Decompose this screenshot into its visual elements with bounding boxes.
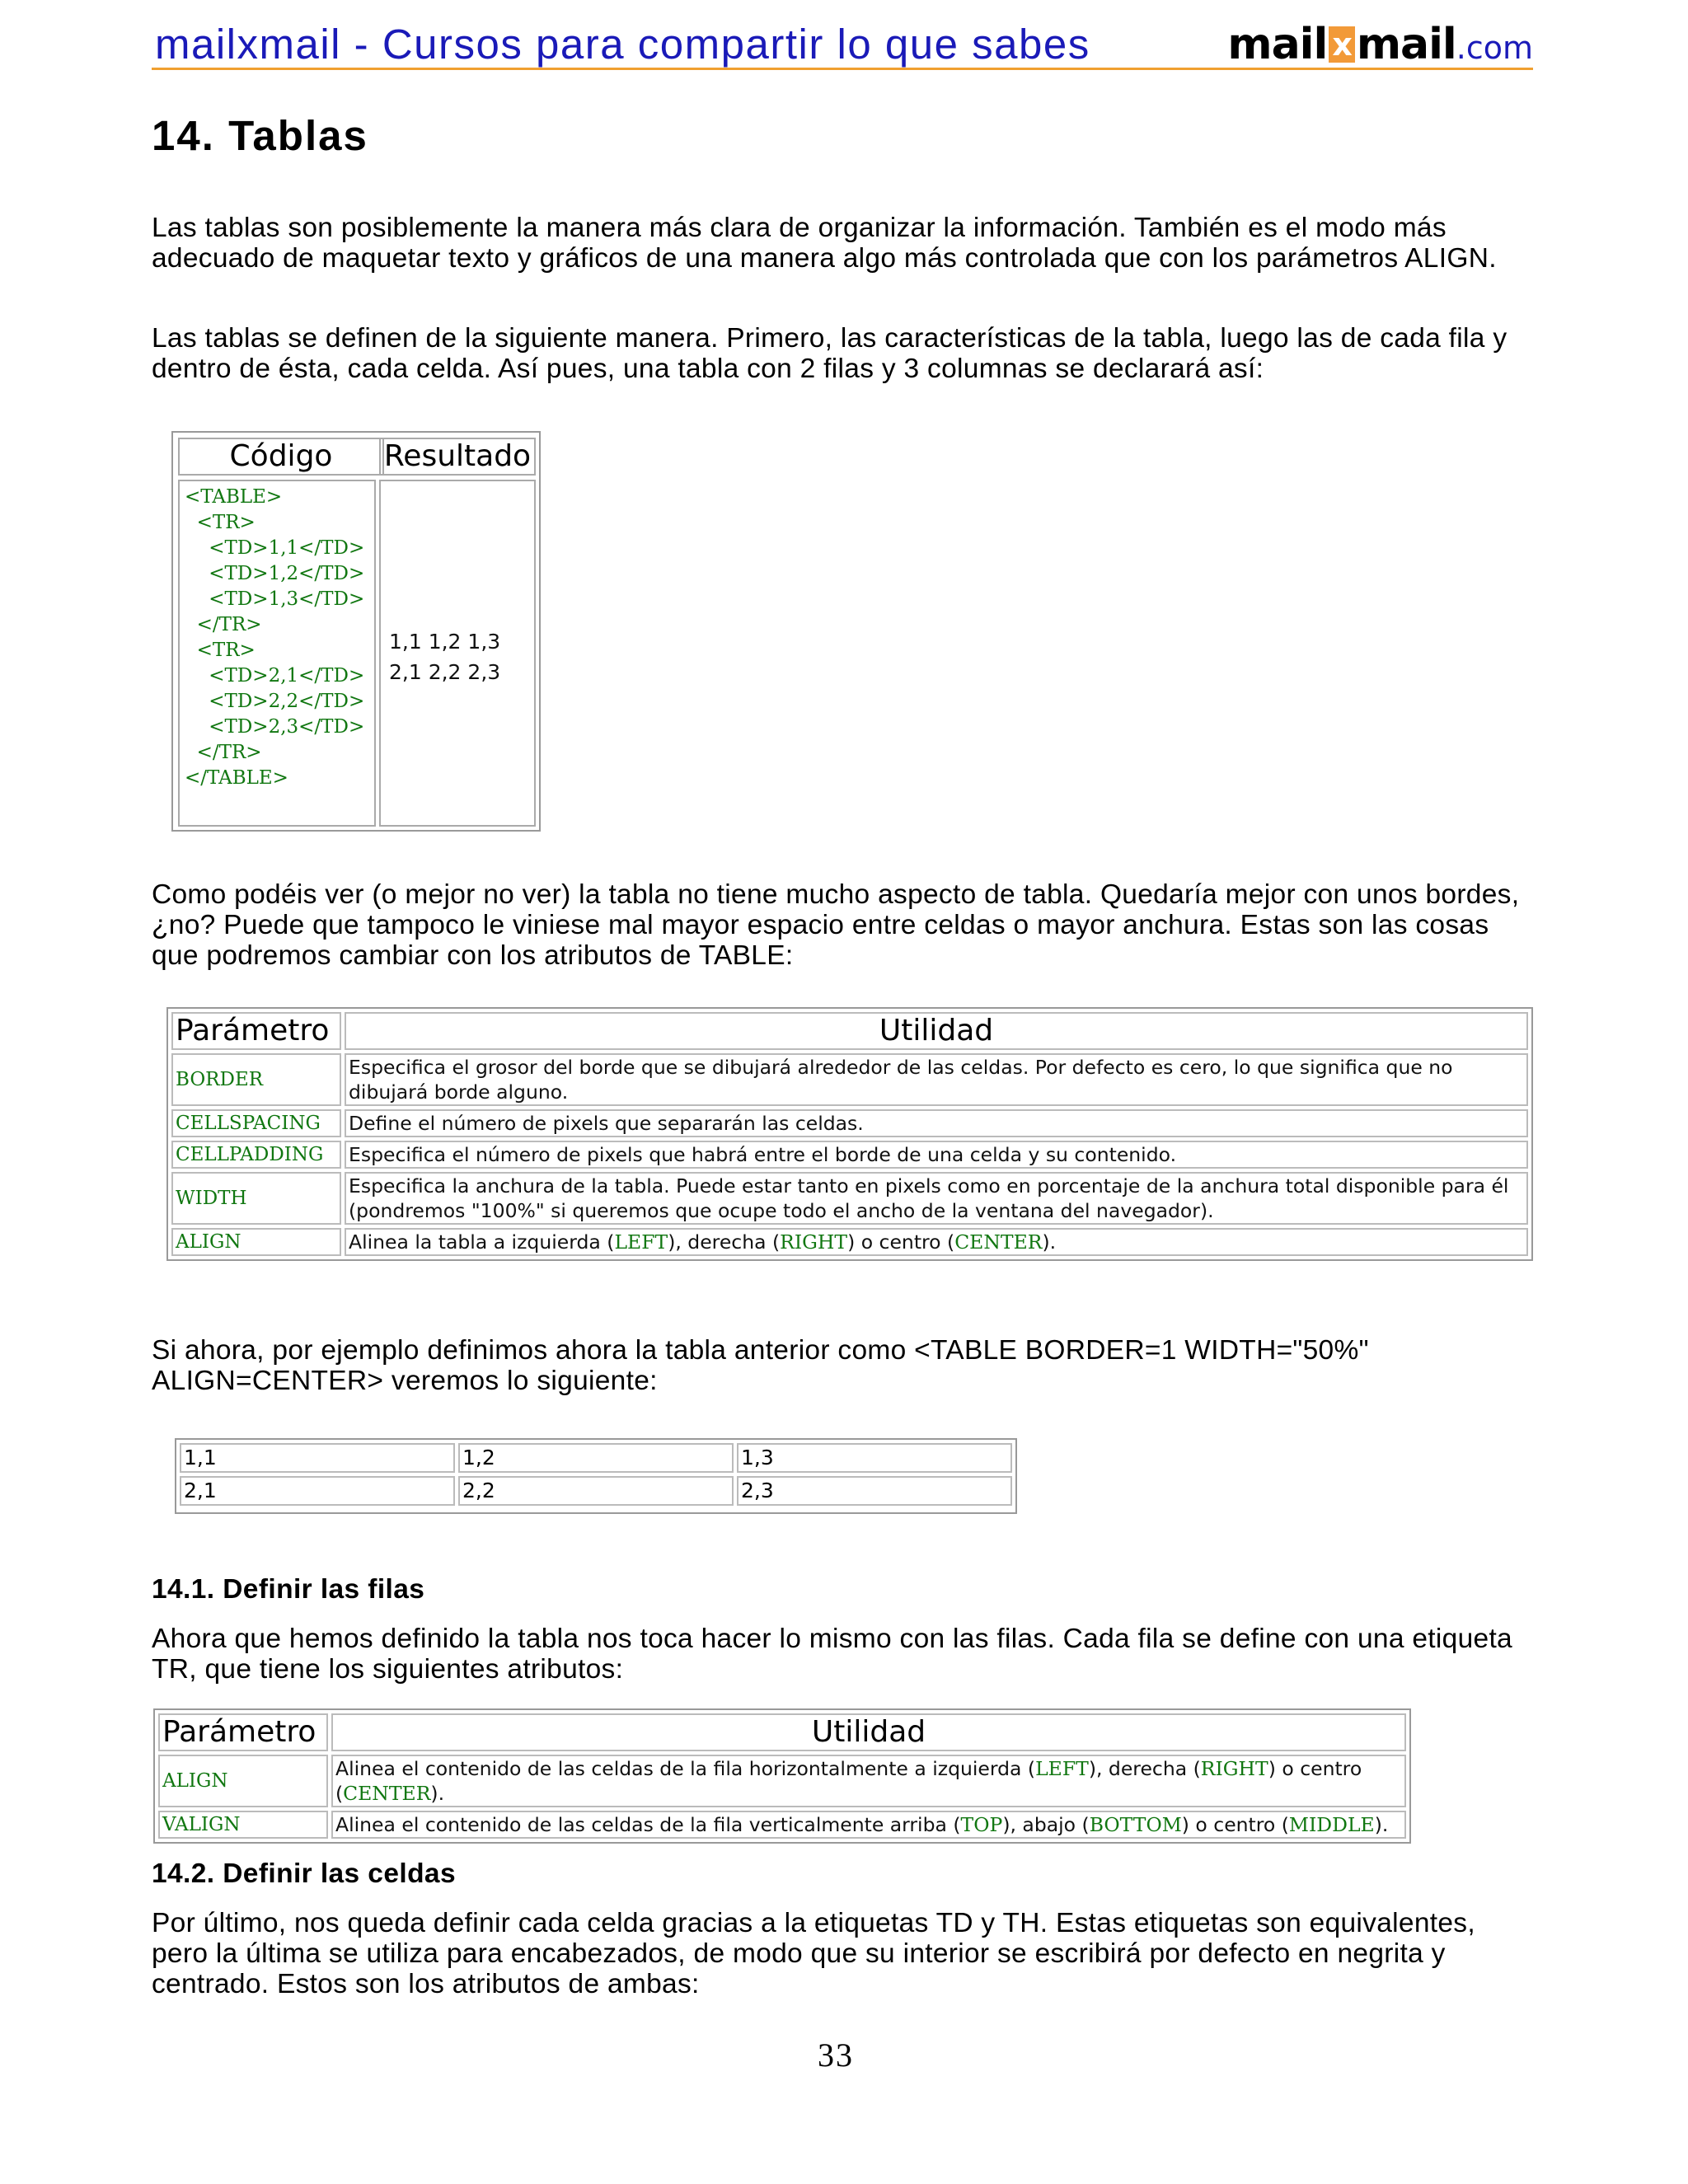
grid-cell: 2,1 [180, 1476, 455, 1506]
table-row [171, 1172, 1528, 1225]
grid-cell: 2,3 [737, 1476, 1012, 1506]
table-row [180, 1476, 1012, 1506]
page-header [152, 15, 1533, 70]
util-header: Utilidad [345, 1012, 1528, 1050]
param-header: Parámetro [158, 1713, 328, 1751]
table-row [180, 1443, 1012, 1473]
result-output: 1,1 1,2 1,3 2,1 2,2 2,3 [389, 630, 501, 684]
logo-text-right: mail [1356, 20, 1456, 69]
desc-align: Alinea la tabla a izquierda (LEFT), derecha (RIGHT) o centro (CENTER). [345, 1228, 1528, 1256]
grid-cell: 1,1 [180, 1443, 455, 1473]
param-cellspacing: CELLSPACING [171, 1109, 341, 1137]
util-header: Utilidad [331, 1713, 1406, 1751]
row-attributes-table [153, 1708, 1411, 1844]
grid-cell: 2,2 [458, 1476, 734, 1506]
table-row [158, 1755, 1406, 1807]
paragraph-cells: Por último, nos queda definir cada celda gracias a la etiquetas TD y TH. Estas etiquetas son equivalentes, pero la última se utiliza para encabezados, de modo que su interior se escribirá por defecto en negrita y centrado. Estos son los atributos de ambas: [152, 1908, 1475, 1999]
example-bordered-table [175, 1438, 1017, 1514]
table-row [171, 1228, 1528, 1256]
param-border: BORDER [171, 1053, 341, 1106]
code-cell [178, 480, 376, 827]
subsection-cells-title: 14.2. Definir las celdas [152, 1858, 456, 1889]
grid-cell: 1,3 [737, 1443, 1012, 1473]
section-title: 14. Tablas [152, 112, 368, 159]
result-cell [379, 480, 536, 827]
mailxmail-logo [1227, 20, 1533, 69]
desc-border: Especifica el grosor del borde que se dibujará alrededor de las celdas. Por defecto es cero, lo que significa que no dibujará borde alguno. [345, 1053, 1528, 1106]
table-row [171, 1141, 1528, 1169]
desc-cellspacing: Define el número de pixels que separarán las celdas. [345, 1109, 1528, 1137]
table-row [158, 1811, 1406, 1839]
code-header: Código [178, 438, 384, 476]
result-header: Resultado [379, 438, 536, 476]
table-row [171, 1053, 1528, 1106]
logo-x: x [1329, 26, 1355, 63]
code-example-table [171, 431, 541, 832]
param-cellpadding: CELLPADDING [171, 1141, 341, 1169]
grid-cell: 1,2 [458, 1443, 734, 1473]
table-row [158, 1713, 1406, 1751]
paragraph-table-attributes: Como podéis ver (o mejor no ver) la tabla no tiene mucho aspecto de tabla. Quedaría mejor con unos bordes, ¿no? Puede que tampoco le viniese mal mayor espacio entre celdas o mayor anchura. Estas son las cosas que podremos cambiar con los atributos de TABLE: [152, 879, 1520, 971]
table-attributes-table [166, 1007, 1533, 1261]
paragraph-definition: Las tablas se definen de la siguiente manera. Primero, las características de la tabla, luego las de cada fila y dentro de ésta, cada celda. Así pues, una tabla con 2 filas y 3 columnas se declarará así: [152, 323, 1507, 384]
table-row [171, 1109, 1528, 1137]
logo-suffix: .com [1456, 30, 1533, 66]
param-header: Parámetro [171, 1012, 341, 1050]
subsection-rows-title: 14.1. Definir las filas [152, 1574, 425, 1605]
page-number: 33 [818, 2036, 854, 2074]
desc-cellpadding: Especifica el número de pixels que habrá entre el borde de una celda y su contenido. [345, 1141, 1528, 1169]
paragraph-example: Si ahora, por ejemplo definimos ahora la tabla anterior como <TABLE BORDER=1 WIDTH="50%" ALIGN=CENTER> veremos lo siguiente: [152, 1335, 1369, 1396]
desc-valign: Alinea el contenido de las celdas de la fila verticalmente arriba (TOP), abajo (BOTTOM) o centro (MIDDLE). [331, 1811, 1406, 1839]
paragraph-intro: Las tablas son posiblemente la manera más clara de organizar la información. También es el modo más adecuado de maquetar texto y gráficos de una manera algo más controlada que con los parámetros ALIGN. [152, 213, 1497, 274]
param-width: WIDTH [171, 1172, 341, 1225]
table-row [171, 1012, 1528, 1050]
code-listing: <TABLE> <TR> <TD>1,1</TD> <TD>1,2</TD> <TD>1,3</TD> </TR> <TR> <TD>2,1</TD> <TD>2,2</TD> <TD>2,3</TD> </TR> </TABLE> [185, 486, 365, 789]
logo-text-left: mail [1227, 20, 1328, 69]
desc-align: Alinea el contenido de las celdas de la fila horizontalmente a izquierda (LEFT), derecha (RIGHT) o centro (CENTER). [331, 1755, 1406, 1807]
header-title: mailxmail - Cursos para compartir lo que sabes [155, 21, 1090, 68]
param-align: ALIGN [171, 1228, 341, 1256]
param-valign: VALIGN [158, 1811, 328, 1839]
param-align: ALIGN [158, 1755, 328, 1807]
paragraph-rows: Ahora que hemos definido la tabla nos toca hacer lo mismo con las filas. Cada fila se define con una etiqueta TR, que tiene los siguientes atributos: [152, 1624, 1512, 1685]
desc-width: Especifica la anchura de la tabla. Puede estar tanto en pixels como en porcentaje de la anchura total disponible para él (pondremos "100%" si queremos que ocupe todo el ancho de la ventana del navegador). [345, 1172, 1528, 1225]
